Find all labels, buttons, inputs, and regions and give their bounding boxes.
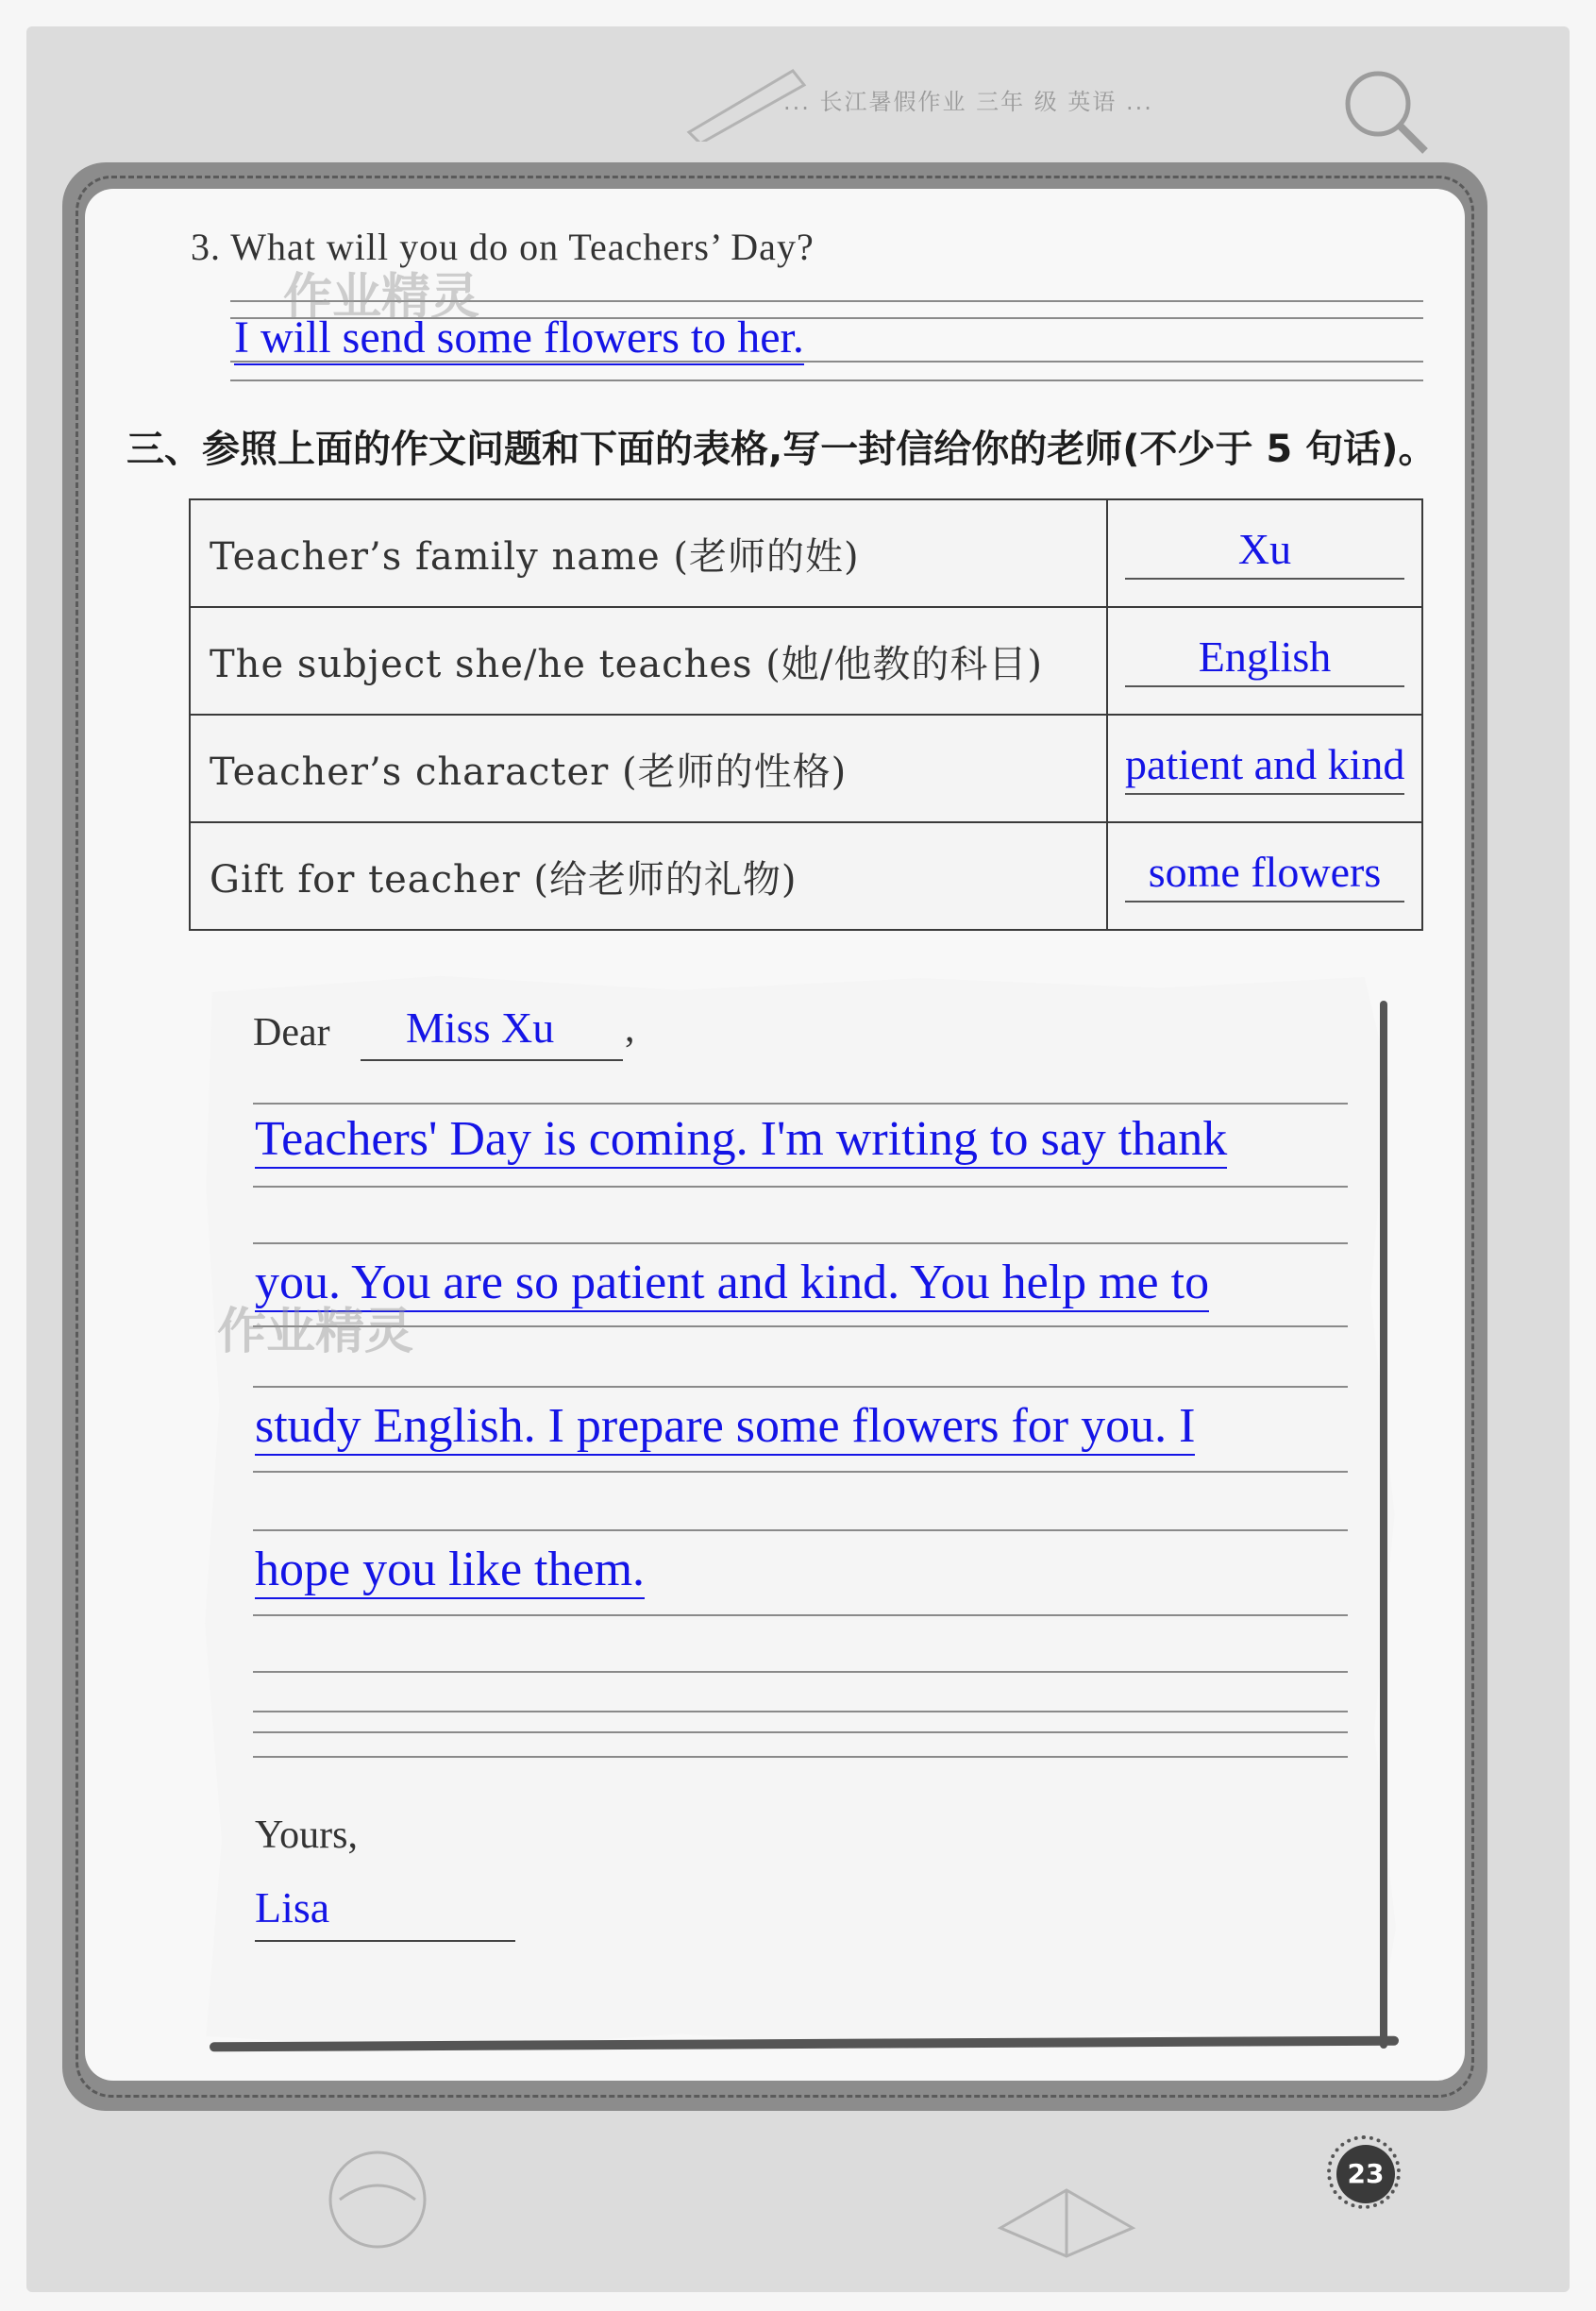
- letter-comma: ,: [625, 1007, 635, 1051]
- globe-doodle-icon: [321, 2143, 444, 2266]
- letter-line-1: Teachers' Day is coming. I'm writing to say thank: [255, 1112, 1227, 1169]
- row-value: English: [1125, 633, 1404, 687]
- letter-rule: [253, 1671, 1348, 1673]
- section-3-title: 三、参照上面的作文问题和下面的表格,写一封信给你的老师(不少于 5 句话)。: [126, 428, 1436, 471]
- letter-rule: [253, 1711, 1348, 1712]
- watermark: 作业精灵: [217, 1304, 414, 1360]
- row-label: The subject she/he teaches (她/他教的科目): [190, 607, 1107, 715]
- letter-rule: [253, 1386, 1348, 1388]
- row-label: Teacher’s family name (老师的姓): [190, 499, 1107, 607]
- magnifier-doodle-icon: [1331, 57, 1435, 160]
- table-row: [190, 499, 1422, 607]
- letter-rule: [253, 1756, 1348, 1758]
- recipient-rule: [361, 1059, 623, 1061]
- letter-line-2: you. You are so patient and kind. You help me to: [255, 1256, 1209, 1312]
- table-row: [190, 822, 1422, 930]
- book-doodle-icon: [991, 2134, 1161, 2266]
- table-row: [190, 607, 1422, 715]
- watermark: 作业精灵: [283, 269, 480, 326]
- letter-rule: [253, 1731, 1348, 1733]
- page-number: 23: [1336, 2145, 1395, 2203]
- header-text: ... 长江暑假作业 三年 级 英语 ...: [783, 89, 1153, 115]
- answer-rule-4: [230, 380, 1423, 381]
- letter-signature: Lisa: [255, 1882, 515, 1942]
- letter-line-3: study English. I prepare some flowers for you. I: [255, 1399, 1195, 1456]
- row-label: Teacher’s character (老师的性格): [190, 715, 1107, 822]
- letter-line-4: hope you like them.: [255, 1543, 645, 1599]
- letter-rule: [253, 1614, 1348, 1616]
- table-row: [190, 715, 1422, 822]
- letter-rule: [253, 1529, 1348, 1531]
- letter-rule: [253, 1103, 1348, 1105]
- paper-torn-edge: [1380, 1001, 1387, 2049]
- question-3-answer: I will send some flowers to her.: [234, 312, 804, 365]
- question-3-prompt: 3. What will you do on Teachers’ Day?: [191, 226, 815, 268]
- row-value: patient and kind: [1125, 740, 1404, 795]
- letter-recipient: Miss Xu: [406, 1004, 555, 1052]
- row-value: Xu: [1125, 525, 1404, 580]
- letter-closing: Yours,: [255, 1813, 358, 1857]
- letter-rule: [253, 1242, 1348, 1244]
- letter-rule: [253, 1471, 1348, 1473]
- letter-rule: [253, 1186, 1348, 1188]
- row-value: some flowers: [1125, 848, 1404, 902]
- letter-rule: [253, 1325, 1348, 1327]
- row-label: Gift for teacher (给老师的礼物): [190, 822, 1107, 930]
- letter-salutation: Dear: [253, 1011, 330, 1054]
- teacher-info-table: [189, 498, 1423, 931]
